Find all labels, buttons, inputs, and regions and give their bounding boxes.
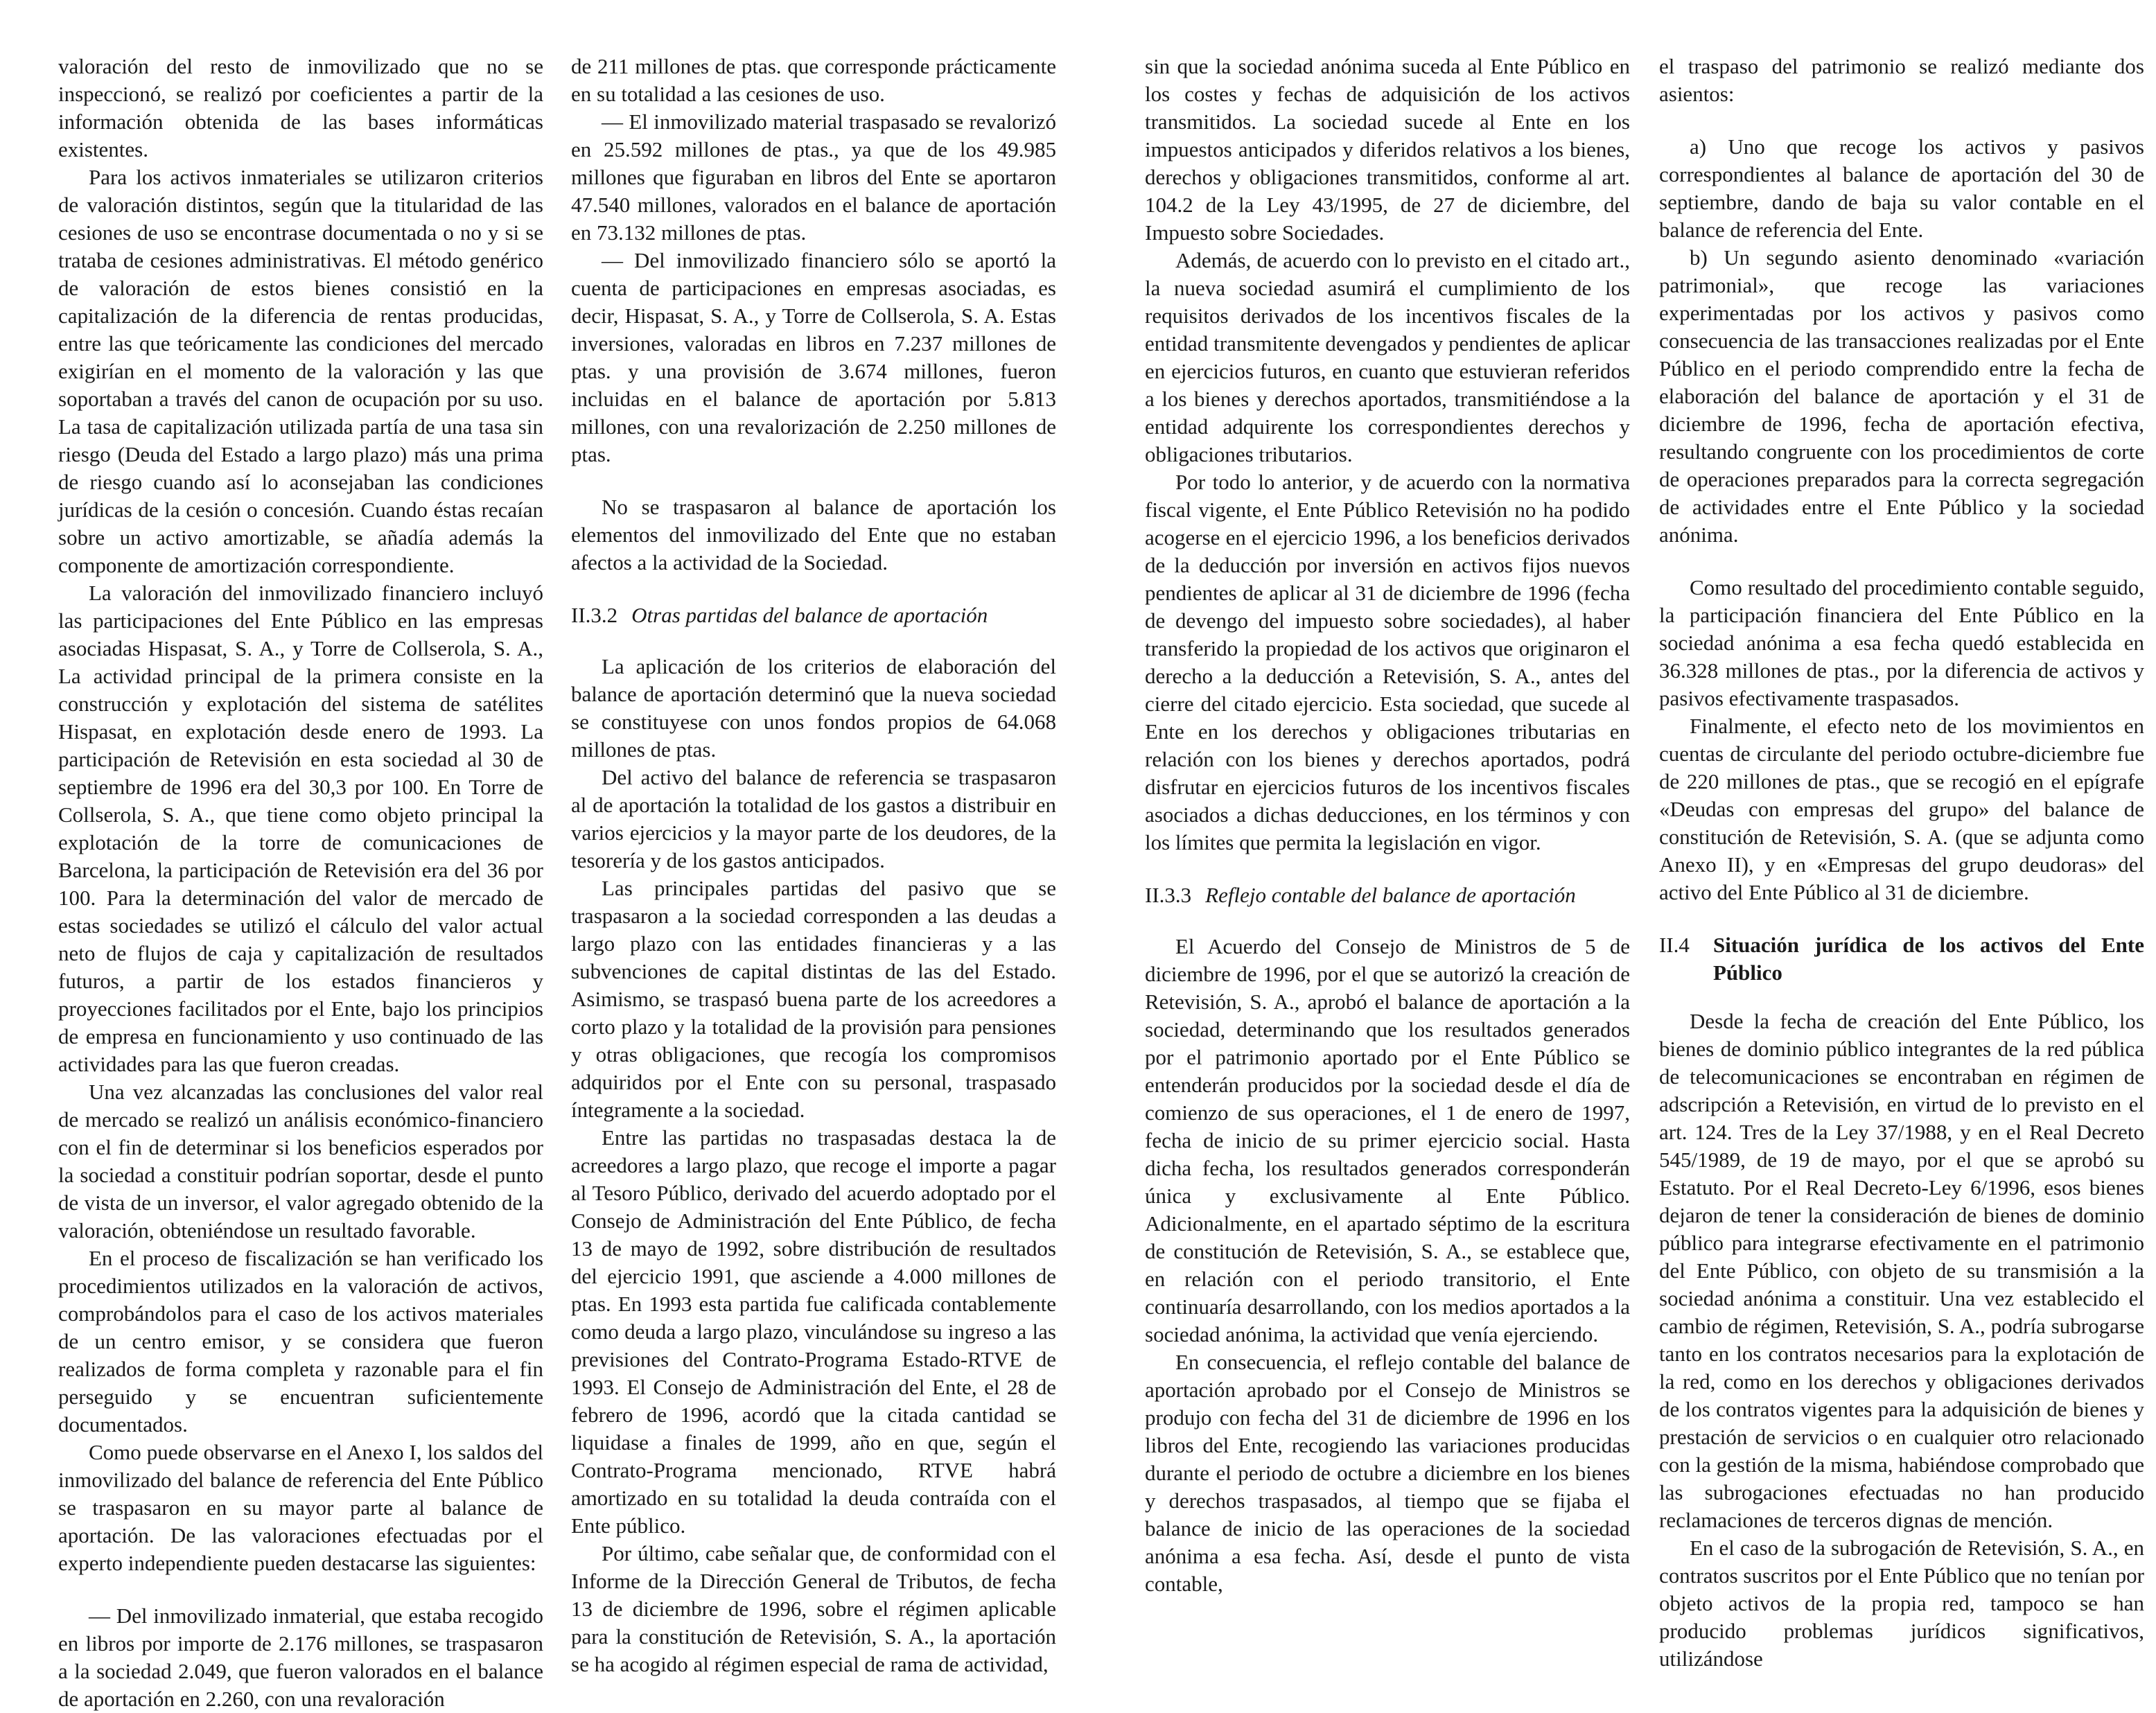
section-number: II.4 [1659,933,1690,957]
paragraph: En el caso de la subrogación de Retevisión, S. A., en contratos suscritos por el Ente Público que no tenían por objeto activos de la propia red, tampoco se han producido problemas jurídicos significativos, utilizándose [1659,1536,2144,1671]
column-2 [571,53,1056,1678]
paragraph: Una vez alcanzadas las conclusiones del valor real de mercado se realizó un análisis económico-financiero con el fin de determinar si los beneficios esperados por la sociedad a constituir podrían soportar, desde el punto de vista de un inversor, el valor agregado obtenido de la valoración, obteniéndose un resultado favorable. [58,1080,543,1242]
paragraph: Desde la fecha de creación del Ente Público, los bienes de dominio público integrantes de la red pública de telecomunicaciones se encontraban en régimen de adscripción a Retevisión, en virtud de lo previsto en el art. 124. Tres de la Ley 37/1988, y en el Real Decreto 545/1989, de 19 de mayo, por el que se aprobó su Estatuto. Por el Real Decreto-Ley 6/1996, esos bienes dejaron de tener la consideración de bienes de dominio público para integrarse efectivamente en el patrimonio del Ente Público, con objeto de su transmisión a la sociedad anónima a constituir. Una vez establecido el cambio de régimen, Retevisión, S. A., podría subrogarse tanto en los contratos necesarios para la explotación de la red, como en los derechos y obligaciones derivados de los contratos vigentes para la adquisición de bienes y prestación de servicios o en cualquier otro relacionado con la gestión de la misma, habiéndose comprobado que las subrogaciones efectuadas no han producido reclamaciones de terceros dignas de mención. [1659,1009,2144,1532]
paragraph: Además, de acuerdo con lo previsto en el citado art., la nueva sociedad asumirá el cumplimiento de los requisitos derivados de los incentivos fiscales de la entidad transmitente devengados y pendientes de aplicar en ejercicios futuros, en cuanto que estuvieran referidos a los bienes y derechos aportados, transmitiéndose a la entidad adquirente los correspondientes derechos y obligaciones tributarios. [1145,248,1630,466]
list-item: — Del inmovilizado financiero sólo se aportó la cuenta de participaciones en empresas asociadas, es decir, Hispasat, S. A., y Torre de Collserola, S. A. Estas inversiones, valoradas en libros en 7.237 millones de ptas. y una provisión de 3.674 millones, fueron incluidas en el balance de aportación por 5.813 millones, con una revalorización de 2.250 millones de ptas. [571,248,1056,466]
list-item: a) Uno que recoge los activos y pasivos correspondientes al balance de aportación del 30 de septiembre, dando de baja su valor contable en el balance de referencia del Ente. [1659,134,2144,242]
section-title: Reflejo contable del balance de aportación [1205,883,1576,907]
paragraph: Entre las partidas no traspasadas destaca la de acreedores a largo plazo, que recoge el importe a pagar al Tesoro Público, derivado del acuerdo adoptado por el Consejo de Administración del Ente Público, de fecha 13 de mayo de 1992, sobre distribución de resultados del ejercicio 1991, que asciende a 4.000 millones de ptas. En 1993 esta partida fue calificada contablemente como deuda a largo plazo, vinculándose su ingreso a las previsiones del Contrato-Programa Estado-RTVE de 1993. El Consejo de Administración del Ente, el 28 de febrero de 1996, acordó que la citada cantidad se liquidase a finales de 1999, año en que, según el Contrato-Programa mencionado, RTVE habrá amortizado en su totalidad la deuda contraída con el Ente público. [571,1125,1056,1538]
paragraph: sin que la sociedad anónima suceda al Ente Público en los costes y fechas de adquisición de los activos transmitidos. La sociedad sucede al Ente en los impuestos anticipados y diferidos relativos a los bienes, derechos y obligaciones transmitidos, conforme al art. 104.2 de la Ley 43/1995, de 27 de diciembre, del Impuesto sobre Sociedades. [1145,54,1630,245]
section-title: Otras partidas del balance de aportación [631,603,988,627]
paragraph: el traspaso del patrimonio se realizó mediante dos asientos: [1659,54,2144,106]
paragraph: Por último, cabe señalar que, de conformidad con el Informe de la Dirección General de Tributos, de fecha 13 de diciembre de 1996, sobre el régimen aplicable para la constitución de Retevisión, S. A., la aportación se ha acogido al régimen especial de rama de actividad, [571,1541,1056,1676]
paragraph: Finalmente, el efecto neto de los movimientos en cuentas de circulante del periodo octubre-diciembre fue de 220 millones de ptas., que se recogió en el epígrafe «Deudas con empresas del grupo» del balance de constitución de Retevisión, S. A. (que se adjunta como Anexo II), y en «Empresas del grupo deudoras» del activo del Ente Público al 31 de diciembre. [1659,714,2144,904]
section-title: Situación jurídica de los activos del Ente Público [1713,933,2144,985]
column-1 [58,53,543,1713]
paragraph: Las principales partidas del pasivo que se traspasaron a la sociedad corresponden a las deudas a largo plazo con las entidades financieras y a las subvenciones de capital distintas de las del Estado. Asimismo, se traspasó buena parte de los acreedores a corto plazo y la totalidad de la provisión para pensiones y otras obligaciones, que recogía los compromisos adquiridos por el Ente con su personal, traspasado íntegramente a la sociedad. [571,876,1056,1122]
paragraph: Por todo lo anterior, y de acuerdo con la normativa fiscal vigente, el Ente Público Retevisión no ha podido acogerse en el ejercicio 1996, a los beneficios derivados de la deducción por inversión en activos fijos nuevos pendientes de aplicar al 31 de diciembre de 1996 (fecha de devengo del impuesto sobre sociedades), al haber transferido la propiedad de los activos que originaron el derecho a la deducción a Retevisión, S. A., antes del cierre del citado ejercicio. Esta sociedad, que sucede al Ente en los derechos y obligaciones tributarias en relación con los bienes y derechos aportados, podrá disfrutar en ejercicios futuros de los incentivos fiscales asociados a dichas deducciones, en los términos y con los límites que permita la legislación en vigor. [1145,470,1630,854]
paragraph: En el proceso de fiscalización se han verificado los procedimientos utilizados en la valoración de activos, comprobándolos para el caso de los activos materiales de un centro emisor, y se considera que fueron realizados de forma completa y razonable para el fin perseguido y se encuentran suficientemente documentados. [58,1246,543,1437]
paragraph: El Acuerdo del Consejo de Ministros de 5 de diciembre de 1996, por el que se autorizó la creación de Retevisión, S. A., aprobó el balance de aportación a la sociedad, determinando que los resultados generados por el patrimonio aportado por el Ente Público se entenderán producidos por la sociedad desde el día de comienzo de sus operaciones, el 1 de enero de 1997, fecha de inicio de su primer ejercicio social. Hasta dicha fecha, los resultados generados corresponderán única y exclusivamente al Ente Público. Adicionalmente, en el apartado séptimo de la escritura de constitución de Retevisión, S. A., se establece que, en relación con el periodo transitorio, el Ente continuaría desarrollando, con los medios aportados a la sociedad anónima, la actividad que venía ejerciendo. [1145,934,1630,1346]
section-heading [571,601,1056,629]
paragraph: No se traspasaron al balance de aportación los elementos del inmovilizado del Ente que no estaban afectos a la actividad de la Sociedad. [571,495,1056,574]
paragraph: Como puede observarse en el Anexo I, los saldos del inmovilizado del balance de referencia del Ente Público se traspasaron en su mayor parte al balance de aportación. De las valoraciones efectuadas por el experto independiente pueden destacarse las siguientes: [58,1440,543,1575]
paragraph: La valoración del inmovilizado financiero incluyó las participaciones del Ente Público en las empresas asociadas Hispasat, S. A., y Torre de Collserola, S. A., La actividad principal de la primera consiste en la construcción y explotación del sistema de satélites Hispasat, en explotación desde enero de 1993. La participación de Retevisión en esta sociedad al 30 de septiembre de 1996 era del 30,3 por 100. En Torre de Collserola, S. A., que tiene como objeto principal la explotación de la torre de comunicaciones de Barcelona, la participación de Retevisión era del 36 por 100. Para la determinación del valor de mercado de estas sociedades se utilizó el cálculo del valor actual neto de flujos de caja y capitalización de resultados futuros, a partir de los estados financieros y proyecciones facilitados por el Ente, bajo los principios de empresa en funcionamiento y uso continuado de las actividades para las que fueron creadas. [58,581,543,1076]
column-3 [1145,53,1630,1598]
list-item: — El inmovilizado material traspasado se revalorizó en 25.592 millones de ptas., ya que de los 49.985 millones que figuraban en libros del Ente se aportaron 47.540 millones, valorados en el balance de aportación en 73.132 millones de ptas. [571,109,1056,245]
paragraph: La aplicación de los criterios de elaboración del balance de aportación determinó que la nueva sociedad se constituyese con unos fondos propios de 64.068 millones de ptas. [571,654,1056,762]
column-4 [1659,53,2144,1673]
paragraph: En consecuencia, el reflejo contable del balance de aportación aprobado por el Consejo de Ministros se produjo con fecha del 31 de diciembre de 1996 en los libros del Ente, recogiendo las variaciones producidas durante el periodo de octubre a diciembre en los bienes y derechos traspasados, al tiempo que se fijaba el balance de inicio de las operaciones de la sociedad anónima a esa fecha. Así, desde el punto de vista contable, [1145,1350,1630,1596]
section-heading [1659,931,2144,987]
paragraph: Del activo del balance de referencia se traspasaron al de aportación la totalidad de los gastos a distribuir en varios ejercicios y la mayor parte de los deudores, de la tesorería y de los gastos anticipados. [571,765,1056,872]
section-number: II.3.3 [1145,883,1192,907]
section-heading [1145,881,1630,909]
paragraph: de 211 millones de ptas. que corresponde prácticamente en su totalidad a las cesiones de uso. [571,54,1056,106]
list-item: b) Un segundo asiento denominado «variación patrimonial», que recoge las variaciones experimentadas por los activos y pasivos como consecuencia de las transacciones realizadas por el Ente Público en el periodo comprendido entre la fecha de elaboración del balance de aportación y el 31 de diciembre de 1996, fecha de aportación efectiva, resultando congruente con los procedimientos de corte de operaciones preparados para la correcta segregación de actividades entre el Ente Público y la sociedad anónima. [1659,245,2144,547]
list-item: — Del inmovilizado inmaterial, que estaba recogido en libros por importe de 2.176 millones, se traspasaron a la sociedad 2.049, que fueron valorados en el balance de aportación en 2.260, con una revaloración [58,1604,543,1711]
section-number: II.3.2 [571,603,618,627]
paragraph: Como resultado del procedimiento contable seguido, la participación financiera del Ente Público en la sociedad anónima a esa fecha quedó establecida en 36.328 millones de ptas., por la diferencia de activos y pasivos efectivamente traspasados. [1659,575,2144,710]
paragraph: valoración del resto de inmovilizado que no se inspeccionó, se realizó por coeficientes a partir de la información obtenida de las bases informáticas existentes. [58,54,543,161]
paragraph: Para los activos inmateriales se utilizaron criterios de valoración distintos, según que la titularidad de las cesiones de uso se encontrase documentada o no y si se trataba de cesiones administrativas. El método genérico de valoración de estos bienes consistió en la capitalización de la diferencia de rentas producidas, entre las que teóricamente las condiciones del mercado exigirían en el momento de la valoración y las que soportaban a través del canon de ocupación por su uso. La tasa de capitalización utilizada partía de una tasa sin riesgo (Deuda del Estado a largo plazo) más una prima de riesgo cuando así lo aconsejaban las condiciones jurídicas de la cesión o concesión. Cuando éstas recaían sobre un activo amortizable, se añadía además la componente de amortización correspondiente. [58,165,543,577]
